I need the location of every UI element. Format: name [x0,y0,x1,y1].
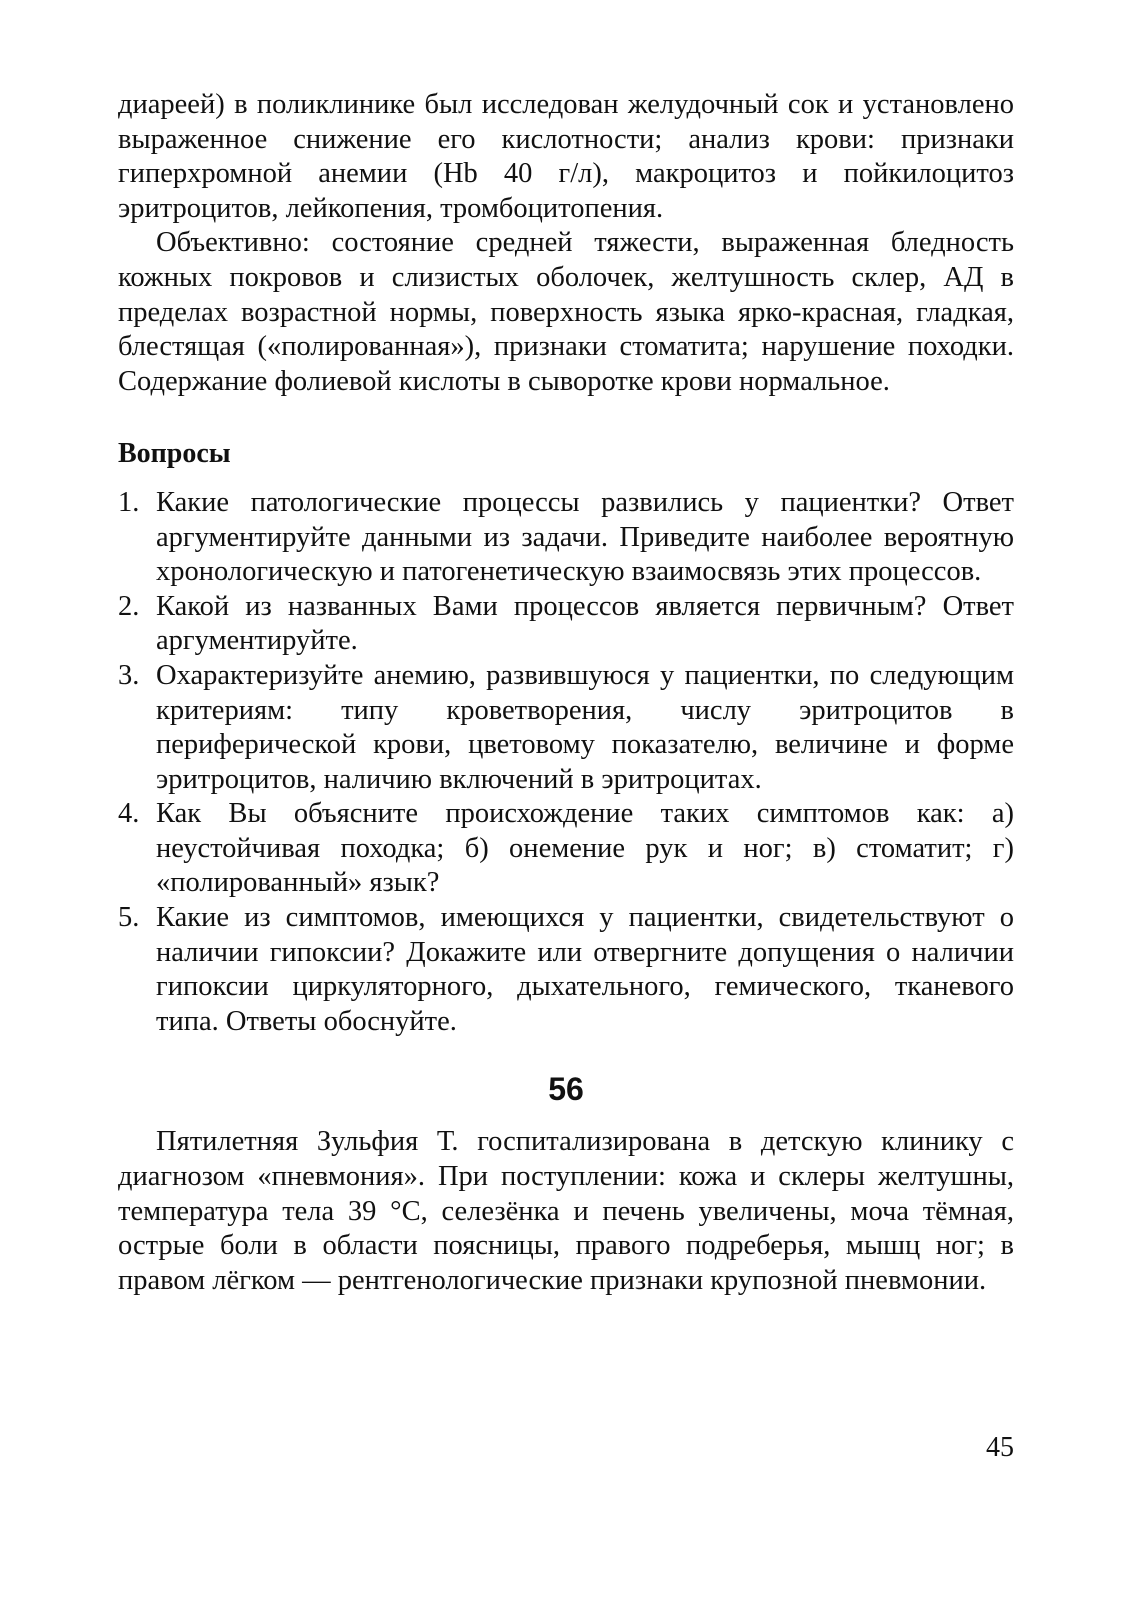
problem-number-heading: 56 [548,1071,584,1108]
question-item-1 [118,486,1014,590]
question-number: 4. [118,798,140,830]
page-content [118,88,1014,1298]
case-paragraph-objective-exam: Объективно: состояние средней тяжести, выраженная бледность кожных покровов и слизистых оболочек, желтушность склер, АД в пределах возрастной нормы, поверхность языка ярко-красная, гладкая, блестящая («полированная»), признаки стоматита; нарушение походки. Содержание фолиевой кислоты в сыворотке крови нормальное. [118,227,1014,397]
question-text: Какие патологические процессы развились у пациентки? Ответ аргументируйте данными из задачи. Приведите наиболее вероятную хронологическую и патогенетическую взаимосвязь этих процессов. [156,486,1014,588]
questions-heading: Вопросы [118,438,231,470]
question-number: 3. [118,659,140,691]
question-text: Охарактеризуйте анемию, развившуюся у пациентки, по следующим критериям: типу кроветворения, числу эритроцитов в периферической крови, цветовому показателю, величине и форме эритроцитов, наличию включений в эритроцитах. [156,659,1014,795]
problem-description: Пятилетняя Зульфия Т. госпитализирована в детскую клинику с диагнозом «пневмония». При поступлении: кожа и склеры желтушны, температура тела 39 °С, селезёнка и печень увеличены, моча тёмная, острые боли в области поясницы, правого подреберья, мышц ног; в правом лёгком — рентгенологические признаки крупозной пневмонии. [118,1126,1014,1296]
question-number: 2. [118,590,140,622]
question-text: Какой из названных Вами процессов является первичным? Ответ аргументируйте. [156,590,1014,657]
question-number: 1. [118,486,140,518]
question-item-2 [118,590,1014,659]
question-item-4 [118,797,1014,901]
question-item-5 [118,901,1014,1039]
page-number: 45 [986,1432,1014,1463]
question-number: 5. [118,902,140,934]
question-item-3 [118,659,1014,797]
case-paragraph-lab-findings: диареей) в поликлинике был исследован желудочный сок и установлено выраженное снижение его кислотности; анализ крови: признаки гиперхромной анемии (Hb 40 г/л), макроцитоз и пойкилоцитоз эритроцитов, лейкопения, тромбоцитопения. [118,89,1014,224]
question-text: Как Вы объясните происхождение таких симптомов как: а) неустойчивая походка; б) онемение рук и ног; в) стоматит; г) «полированный» язык? [156,798,1014,899]
question-text: Какие из симптомов, имеющихся у пациентки, свидетельствуют о наличии гипоксии? Докажите или отвергните допущения о наличии гипоксии циркуляторного, дыхательного, гемического, тканевого типа. Ответы обоснуйте. [156,902,1014,1037]
questions-list [118,486,1014,1040]
